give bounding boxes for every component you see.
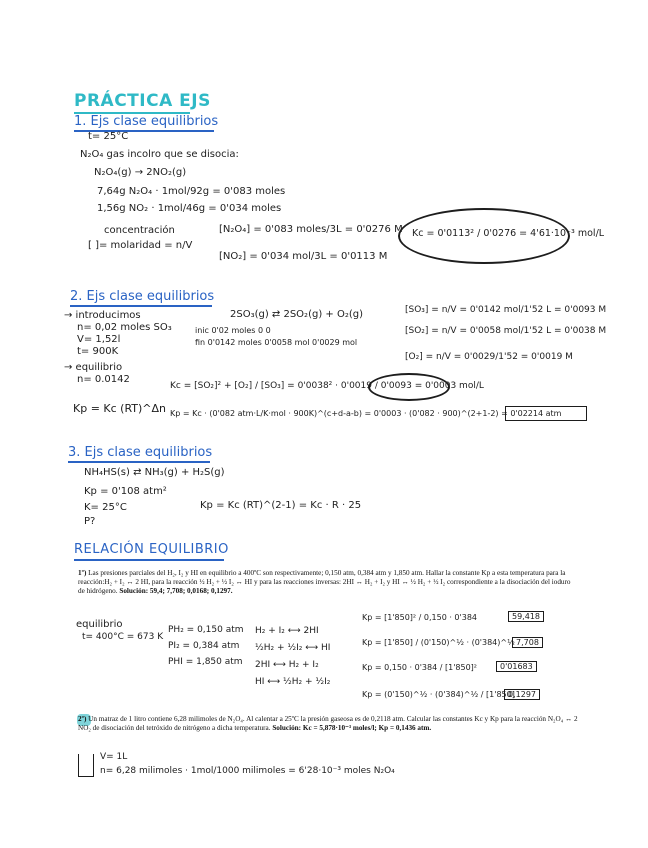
p1-note-rx1: H₂ + I₂ ⟷ 2HI xyxy=(255,626,319,636)
problem-2-text xyxy=(78,715,578,733)
s2-line-fin: fin 0'0142 moles 0'0058 mol 0'0029 mol xyxy=(195,338,358,347)
s2-line-reaction: 2SO₃(g) ⇄ 2SO₂(g) + O₂(g) xyxy=(230,309,363,320)
s1-line-moles-n2o4: 7,64g N₂O₄ · 1mol/92g = 0'083 moles xyxy=(97,186,286,197)
problem-1-number: 1º) xyxy=(78,569,87,577)
p1-kp-row-2: Kp = [1'850] / (0'150)^½ · (0'384)^½ xyxy=(362,638,515,647)
problem-1-statement: Las presiones parciales del H₂, I₂ y HI en equilibrio a 400ºC son respectivamente; 0,150 atm, 0,384 atm y 1,850 atm. Hallar la constante Kp a esta temperatura para la reacción:H₂ + I₂ ↔ 2 HI, para la reacción ½ H₂ + ½ I₂ ↔ HI y para las reacciones inversas: 2HI ↔ H₂ + I₂ y HI ↔ ½ H₂ + ½ I₂ correspondiente a la disociación del ioduro de hidrógeno. xyxy=(78,569,571,595)
s1-line-molaridad: [ ]= molaridad = n/V xyxy=(88,240,193,251)
s2-line-t: t= 900K xyxy=(77,346,119,357)
problem-1-text xyxy=(78,569,578,596)
p2-note-v: V= 1L xyxy=(100,752,128,762)
p1-kp-row-3: Kp = 0,150 · 0'384 / [1'850]² xyxy=(362,663,477,672)
p2-note-n: n= 6,28 milimoles · 1mol/1000 milimoles = 6'28·10⁻³ moles N₂O₄ xyxy=(100,766,395,776)
s1-line-conc-no2: [NO₂] = 0'034 mol/3L = 0'0113 M xyxy=(219,251,388,262)
problem-1-solution: 59,4; 7,708; 0,0168; 0,1297. xyxy=(149,587,233,595)
p1-kp-result-3: 0'01683 xyxy=(496,661,537,672)
s1-line-desc: N₂O₄ gas incolro que se disocia: xyxy=(80,149,239,160)
p1-note-phi: PHI = 1,850 atm xyxy=(168,657,243,667)
problem-2-solution: Kc = 5,878·10⁻³ moles/l; Kp = 0,1436 atm. xyxy=(302,724,432,732)
s1-line-kc: Kc = 0'0113² / 0'0276 = 4'61·10⁻³ mol/L xyxy=(412,228,605,239)
problem-1-solution-label: Solución: xyxy=(119,587,149,595)
section-3-heading: 3. Ejs clase equilibrios xyxy=(68,445,213,460)
s1-line-concentracion: concentración xyxy=(104,225,175,236)
p1-note-equilibrio: equilibrio xyxy=(76,619,123,630)
s1-line-conc-n2o4: [N₂O₄] = 0'083 moles/3L = 0'0276 M xyxy=(219,224,403,235)
s2-line-o2: [O₂] = n/V = 0'0029/1'52 = 0'0019 M xyxy=(405,352,573,362)
p1-kp-result-2: 7,708 xyxy=(512,637,543,648)
p1-note-rx2: ½H₂ + ½I₂ ⟷ HI xyxy=(255,643,331,653)
relacion-underline xyxy=(74,559,224,561)
s2-line-so3: [SO₃] = n/V = 0'0142 mol/1'52 L = 0'0093 M xyxy=(405,305,607,315)
p1-note-rx4: HI ⟷ ½H₂ + ½I₂ xyxy=(255,677,331,687)
s2-line-kp: Kp = Kc · (0'082 atm·L/K·mol · 900K)^(c+d-a-b) = 0'0003 · (0'082 · 900)^(2+1-2) = 0'02214 atm xyxy=(170,409,562,418)
relacion-heading: RELACIÓN EQUILIBRIO xyxy=(74,542,229,557)
s3-line-p: P? xyxy=(84,516,96,527)
s2-line-kc: Kc = [SO₂]² + [O₂] / [SO₃] = 0'0038² · 0'0019 / 0'0093 = 0'0003 mol/L xyxy=(170,381,484,391)
p1-note-ph2: PH₂ = 0,150 atm xyxy=(168,625,244,635)
section-2-underline xyxy=(70,305,212,307)
s2-line-n-eq: n= 0.0142 xyxy=(77,374,130,385)
p1-kp-row-4: Kp = (0'150)^½ · (0'384)^½ / [1'850] xyxy=(362,690,515,699)
section-2-heading: 2. Ejs clase equilibrios xyxy=(70,289,215,304)
s3-line-reaction: NH₄HS(s) ⇄ NH₃(g) + H₂S(g) xyxy=(84,467,225,478)
s2-line-kp-formula: Kp = Kc (RT)^Δn xyxy=(73,402,167,415)
s2-line-n: n= 0,02 moles SO₃ xyxy=(77,322,172,333)
p1-note-pi2: PI₂ = 0,384 atm xyxy=(168,641,240,651)
s2-line-introducimos: → introducimos xyxy=(64,310,141,321)
problem-2-statement: Un matraz de 1 litro contiene 6,28 milimoles de N₂O₄. Al calentar a 25ºC la presión gaseosa es de 0,2118 atm. Calcular las constantes Kc y Kp para la reacción N₂O₄ ↔ 2 NO₂ de disociación del tetróxido de nitrógeno a dicha temperatura. xyxy=(78,715,578,732)
s2-kc-oval xyxy=(368,373,450,401)
s2-line-v: V= 1,52l xyxy=(77,334,121,345)
problem-2-number: 2º) xyxy=(78,715,87,723)
s2-kp-result-box xyxy=(505,406,587,421)
s1-line-temp: t= 25°C xyxy=(88,131,129,142)
section-1-heading: 1. Ejs clase equilibrios xyxy=(74,114,219,129)
p1-kp-result-1: 59,418 xyxy=(508,611,544,622)
s3-line-kp: Kp = 0'108 atm² xyxy=(84,486,167,497)
p1-kp-row-1: Kp = [1'850]² / 0,150 · 0'384 xyxy=(362,613,477,622)
s1-line-moles-no2: 1,56g NO₂ · 1mol/46g = 0'034 moles xyxy=(97,203,282,214)
s3-line-k: K= 25°C xyxy=(84,502,127,513)
s2-line-equilibrio: → equilibrio xyxy=(64,362,123,373)
s2-line-inic: inic 0'02 moles 0 0 xyxy=(195,326,271,335)
s3-line-kp-relation: Kp = Kc (RT)^(2-1) = Kc · R · 25 xyxy=(200,500,362,511)
page-title: PRÁCTICA EJS xyxy=(74,91,211,111)
s1-line-reaction: N₂O₄(g) → 2NO₂(g) xyxy=(94,167,187,178)
s2-line-so2: [SO₂] = n/V = 0'0058 mol/1'52 L = 0'0038 M xyxy=(405,326,607,336)
p1-note-rx3: 2HI ⟷ H₂ + I₂ xyxy=(255,660,319,670)
problem-2-solution-label: Solución: xyxy=(272,724,302,732)
p1-note-temp: t= 400°C = 673 K xyxy=(82,632,164,642)
section-3-underline xyxy=(68,461,210,463)
problem-2-bracket xyxy=(78,754,94,777)
p1-kp-result-4: 0,1297 xyxy=(504,689,540,700)
